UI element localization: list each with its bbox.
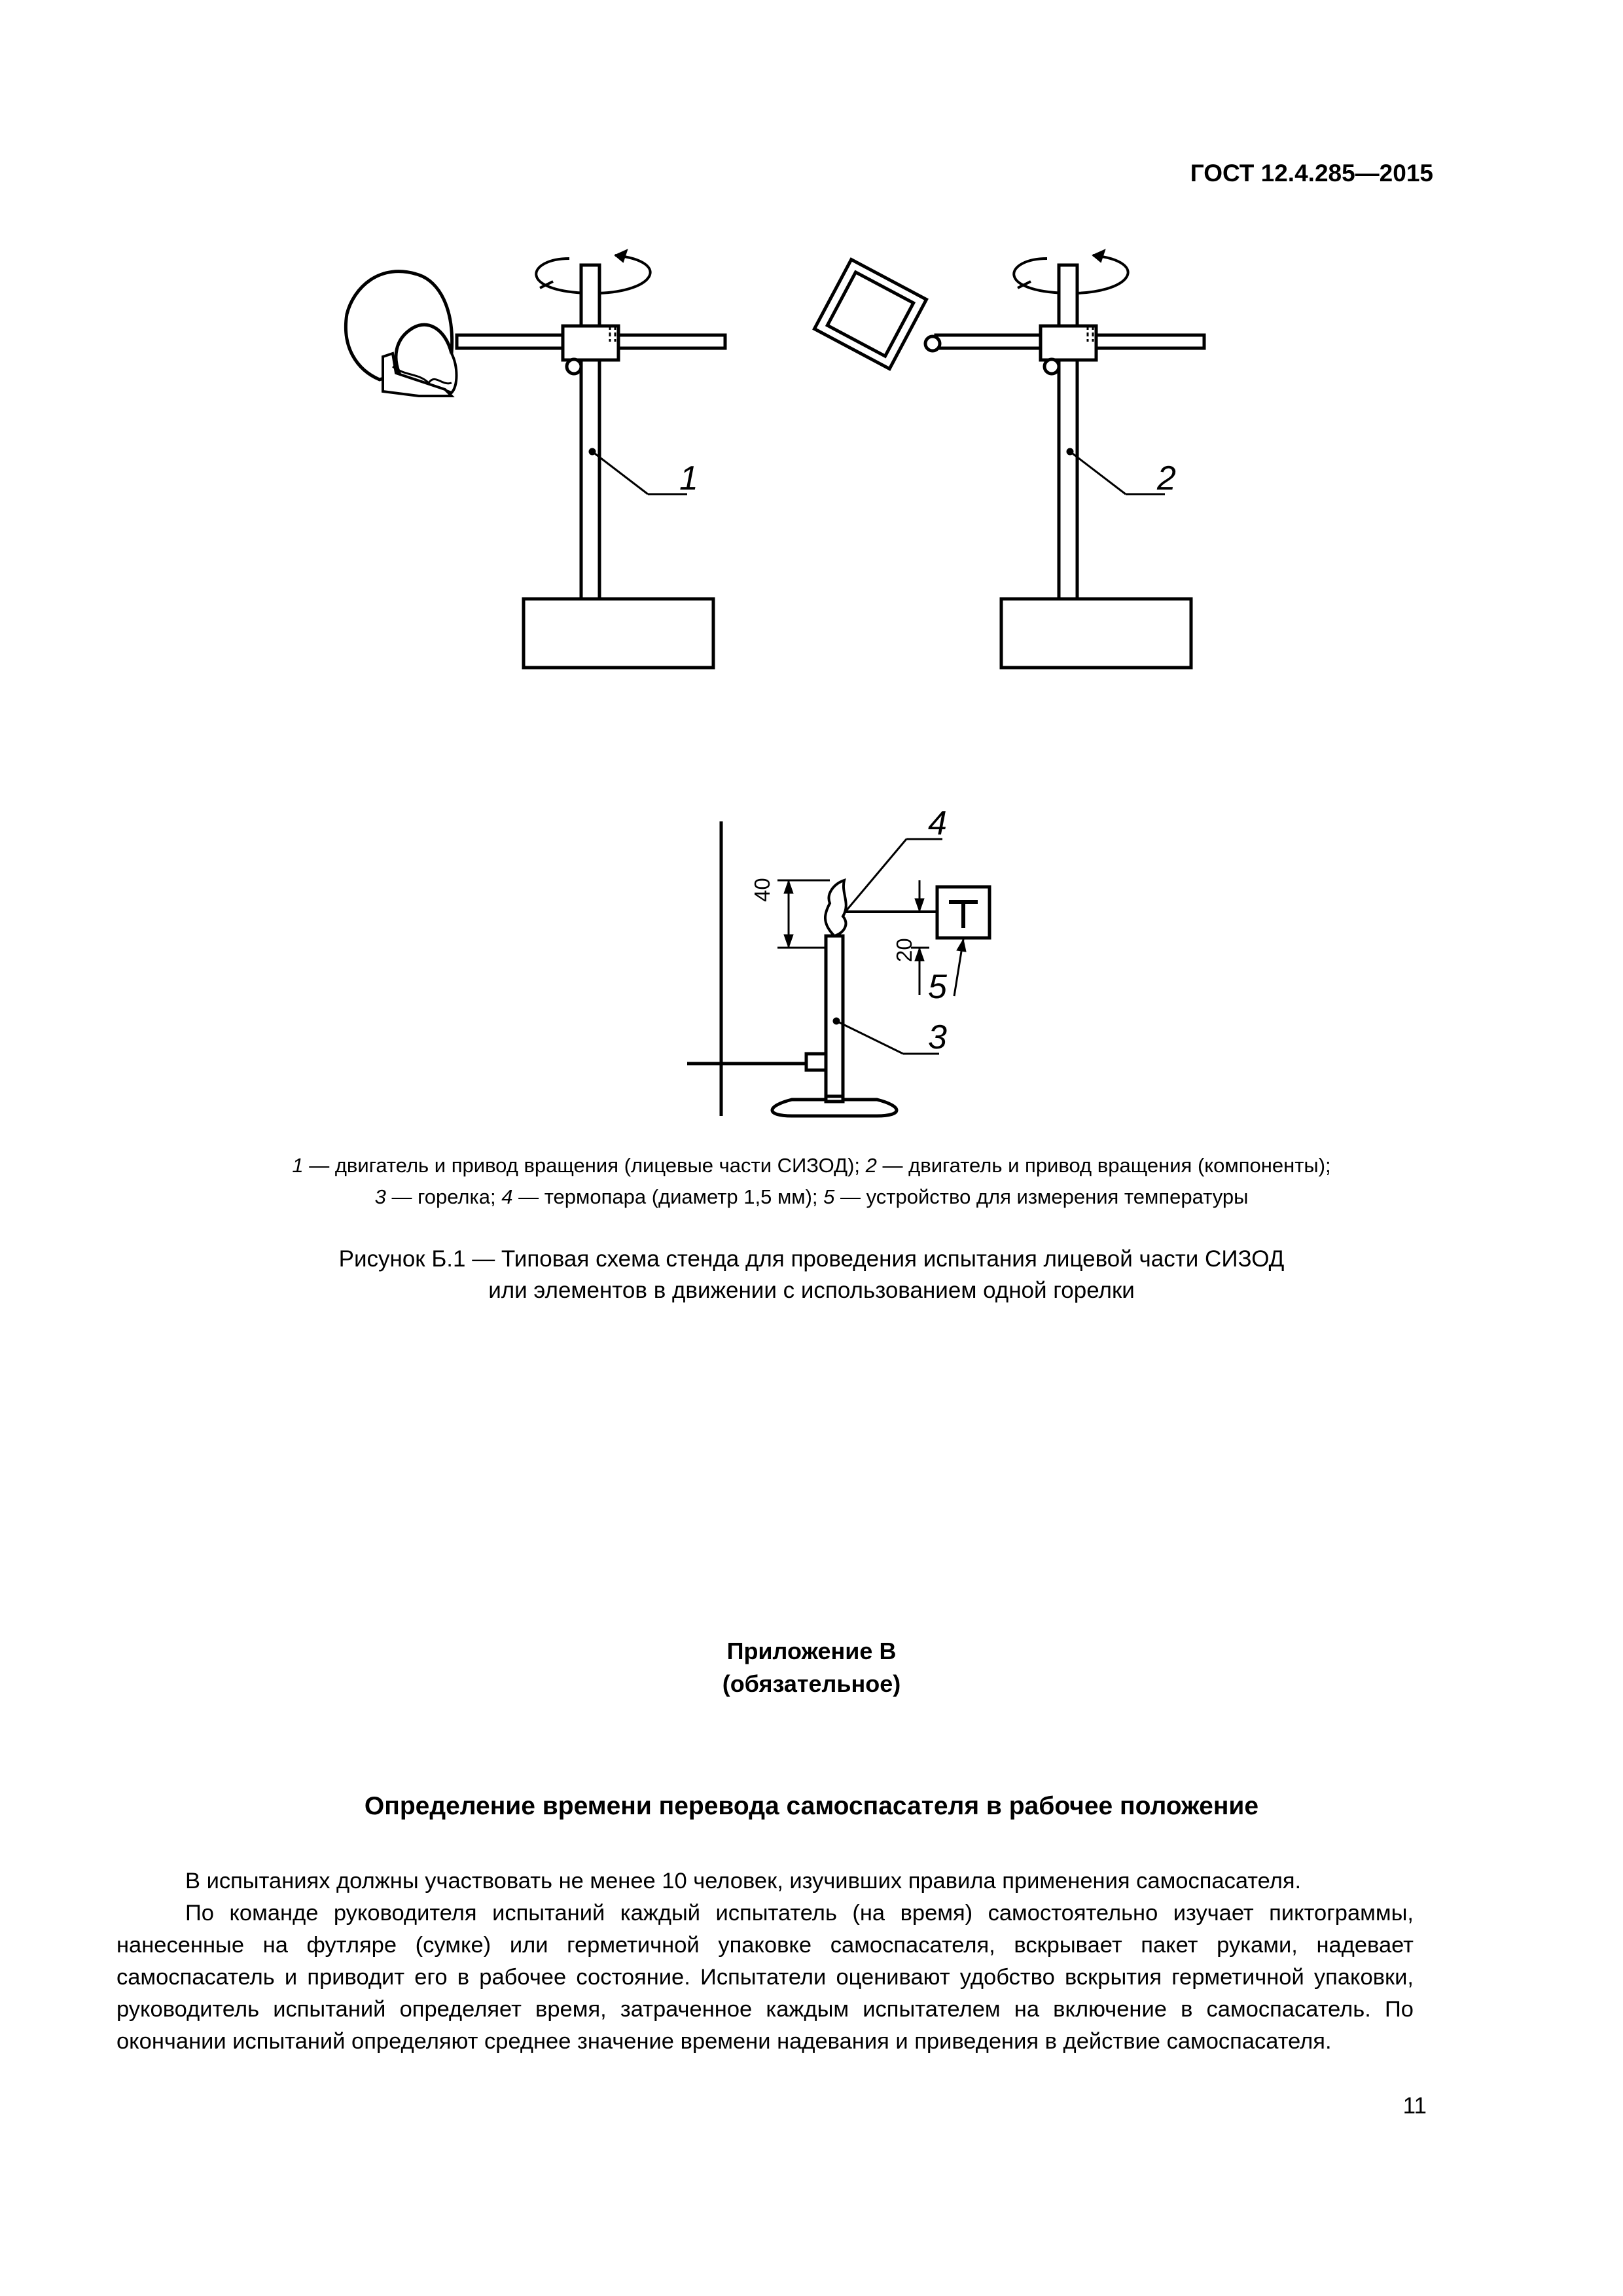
dimension-40-label: 40	[750, 878, 774, 902]
figure-caption: Рисунок Б.1 — Типовая схема стенда для проведения испытания лицевой части СИЗОД или элементов в движении с использованием одной горелки	[338, 1246, 1285, 1303]
callout-3: 3	[928, 1018, 947, 1056]
callout-2: 2	[1157, 459, 1176, 497]
page-number: 11	[1402, 2093, 1427, 2119]
figure-legend	[118, 1150, 1505, 1213]
section-title: Определение времени перевода самоспасателя в рабочее положение	[364, 1792, 1259, 1820]
paragraph: По команде руководителя испытаний каждый испытатель (на время) самостоятельно изучает пиктограммы, нанесенные на футляре (сумке) или герметичной упаковке самоспасателя, вскрывает пакет руками, надевает самоспасатель и приводит его в рабочее состояние. Испытатели оценивают удобство вскрытия герметичной упаковки, руководитель испытаний определяет время, затраченное каждым испытателем на включение в самоспасатель. По окончании испытаний определяют среднее значение времени надевания и приведения в действие самоспасателя.	[116, 1901, 1414, 2054]
body-text	[116, 1865, 1414, 2058]
appendix-heading	[118, 1635, 1505, 1700]
stand-1-diagram	[346, 250, 725, 668]
dimension-20-label: 20	[892, 938, 916, 962]
document-header: ГОСТ 12.4.285—2015	[1190, 160, 1433, 187]
stand-2-diagram	[814, 250, 1204, 668]
legend-line-2: 3 — горелка; 4 — термопара (диаметр 1,5 мм); 5 — устройство для измерения температуры	[374, 1185, 1249, 1208]
callout-4: 4	[928, 804, 947, 842]
paragraph: В испытаниях должны участвовать не менее 10 человек, изучивших правила применения самоспасателя.	[185, 1869, 1302, 1893]
face-mask-icon	[346, 272, 452, 380]
flame-icon	[825, 880, 846, 936]
appendix-status: (обязательное)	[722, 1670, 901, 1697]
callout-1: 1	[679, 459, 698, 497]
callout-5: 5	[928, 968, 947, 1006]
component-panel-icon	[814, 260, 926, 369]
appendix-title: Приложение В	[726, 1638, 897, 1664]
legend-line-1: 1 — двигатель и привод вращения (лицевые части СИЗОД); 2 — двигатель и привод вращения (компоненты);	[292, 1154, 1331, 1177]
